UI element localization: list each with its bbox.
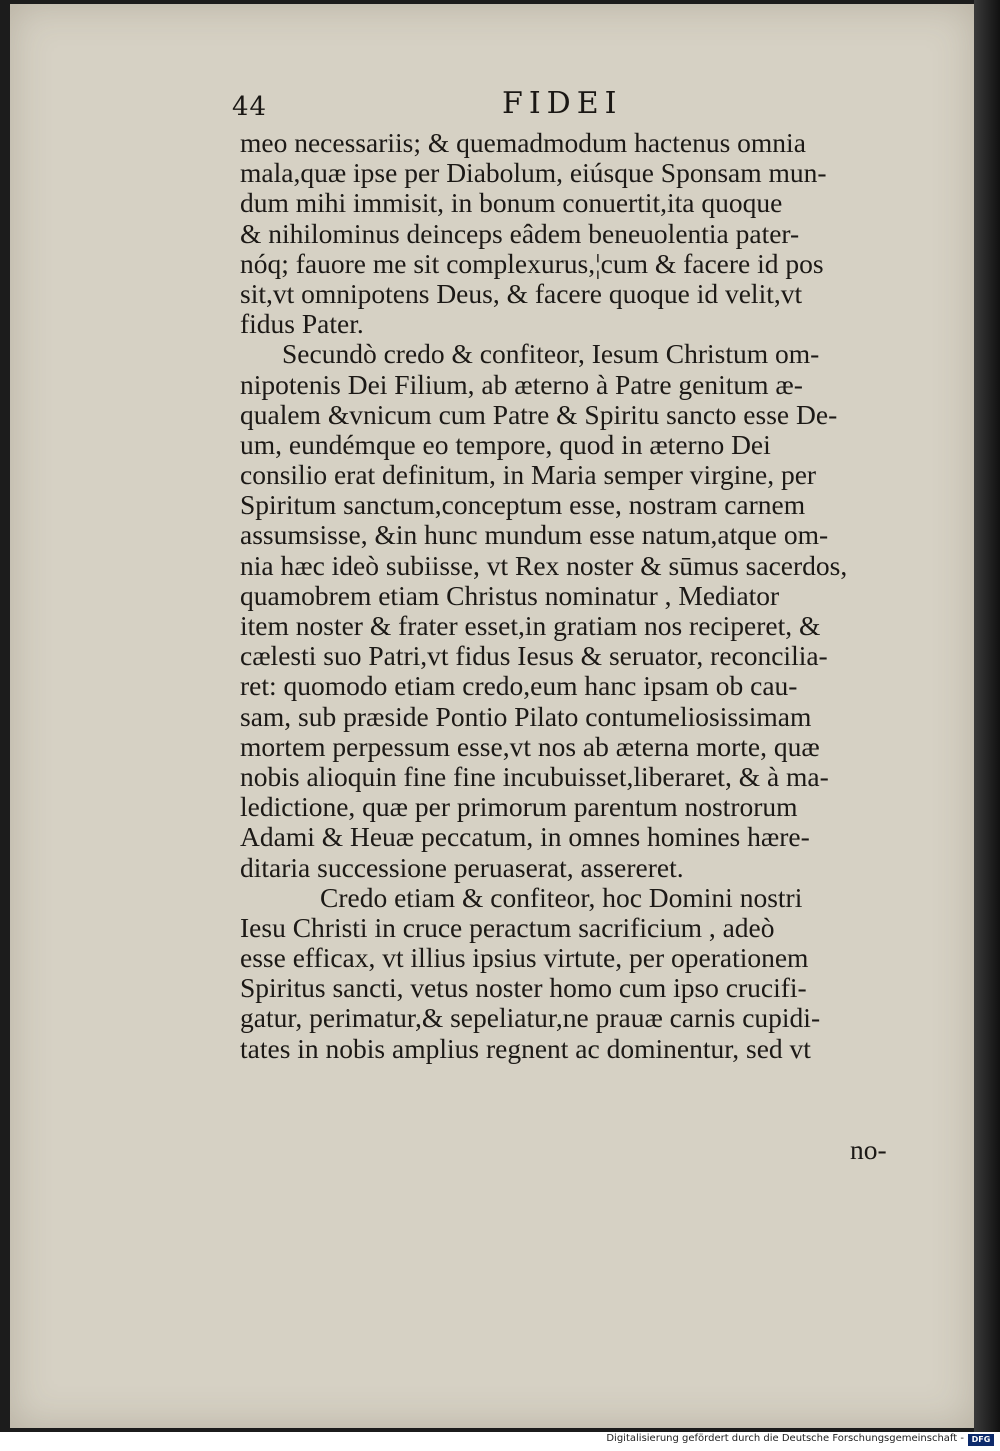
- text-line: Secundò credo & confiteor, Iesum Christum om-: [282, 339, 820, 370]
- catchword: no-: [850, 1134, 887, 1165]
- text-line: Spiritus sancti, vetus noster homo cum ipso crucifi-: [240, 973, 807, 1004]
- text-line: dum mihi immisit, in bonum conuertit,ita quoque: [240, 188, 783, 219]
- text-line: & nihilominus deinceps eâdem beneuolentia pater-: [240, 218, 800, 249]
- text-line: Adami & Heuæ peccatum, in omnes homines hære-: [240, 822, 810, 853]
- running-head: FIDEI: [502, 86, 623, 121]
- body-text: [240, 128, 926, 1064]
- text-line: nobis alioquin fine fine incubuisset,liberaret, & à ma-: [240, 761, 829, 792]
- text-line: fidus Pater.: [240, 309, 364, 340]
- text-line: Iesu Christi in cruce peractum sacrificium , adeò: [240, 912, 775, 943]
- page-number: 44: [232, 92, 268, 122]
- text-line: nia hæc ideò subiisse, vt Rex noster & sūmus sacerdos,: [240, 550, 848, 581]
- text-line: nóq; fauore me sit complexurus,¦cum & facere id pos: [240, 248, 824, 279]
- text-line: nipotenis Dei Filium, ab æterno à Patre genitum æ-: [240, 369, 803, 400]
- text-line: quamobrem etiam Christus nominatur , Mediator: [240, 580, 780, 611]
- text-line: Credo etiam & confiteor, hoc Domini nostri: [320, 882, 803, 913]
- text-line: sit,vt omnipotens Deus, & facere quoque id velit,vt: [240, 278, 803, 309]
- text-line: ditaria successione peruaserat, assereret.: [240, 852, 684, 883]
- text-line: gatur, perimatur,& sepeliatur,ne prauæ carnis cupidi-: [240, 1003, 821, 1034]
- text-line: mala,quæ ipse per Diabolum, eiúsque Sponsam mun-: [240, 158, 827, 189]
- text-line: Spiritum sanctum,conceptum esse, nostram carnem: [240, 490, 806, 521]
- text-line: ret: quomodo etiam credo,eum hanc ipsam ob cau-: [240, 671, 798, 702]
- page-edge: [974, 0, 1000, 1432]
- text-line: sam, sub præside Pontio Pilato contumeliosissimam: [240, 701, 812, 732]
- text-line: tates in nobis amplius regnent ac dominentur, sed vt: [240, 1033, 811, 1064]
- text-line: mortem perpessum esse,vt nos ab æterna morte, quæ: [240, 731, 820, 762]
- digitization-credit: Digitalisierung gefördert durch die Deutsche Forschungsgemeinschaft -: [606, 1433, 964, 1444]
- text-line: esse efficax, vt illius ipsius virtute, per operationem: [240, 943, 809, 974]
- text-line: um, eundémque eo tempore, quod in æterno Dei: [240, 429, 771, 460]
- text-line: cælesti suo Patri,vt fidus Iesus & seruator, reconcilia-: [240, 641, 828, 672]
- page-header: [232, 86, 922, 126]
- dfg-logo: DFG: [968, 1434, 994, 1446]
- text-line: qualem &vnicum cum Patre & Spiritu sancto esse De-: [240, 399, 838, 430]
- text-line: consilio erat definitum, in Maria semper virgine, per: [240, 460, 817, 491]
- text-line: ledictione, quæ per primorum parentum nostrorum: [240, 792, 798, 823]
- text-line: item noster & frater esset,in gratiam nos reciperet, &: [240, 611, 821, 641]
- text-line: assumsisse, &in hunc mundum esse natum,atque om-: [240, 520, 829, 551]
- text-line: meo necessariis; & quemadmodum hactenus omnia: [240, 128, 806, 158]
